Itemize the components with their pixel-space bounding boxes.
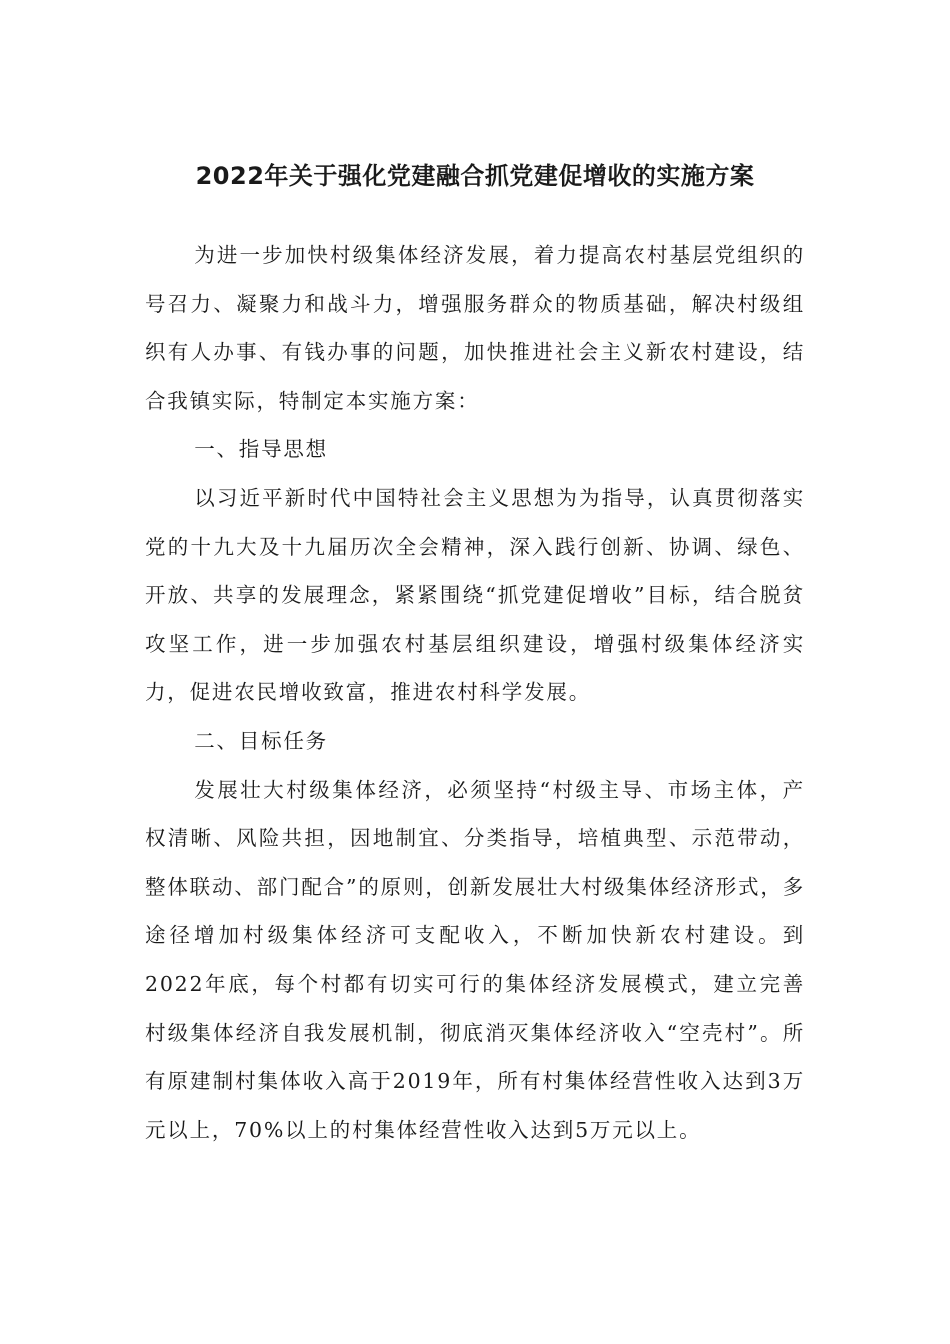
section-heading-guiding-ideology: 一、指导思想 <box>194 437 328 462</box>
document-title: 2022年关于强化党建融合抓党建促增收的实施方案 <box>195 162 755 190</box>
section-text-guiding-ideology: 以习近平新时代中国特社会主义思想为为指导，认真贯彻落实党的十九大及十九届历次全会精神，深入践行创新、协调、绿色、开放、共享的发展理念，紧紧围绕“抓党建促增收”目标，结合脱贫攻坚工作，进一步加强农村基层组织建设，增强村级集体经济实力，促进农民增收致富，推进农村科学发展。 <box>145 485 805 705</box>
section-heading-goals-tasks: 二、目标任务 <box>194 728 328 753</box>
section-text-goals-tasks: 发展壮大村级集体经济，必须坚持“村级主导、市场主体，产权清晰、风险共担，因地制宜、分类指导，培植典型、示范带动，整体联动、部门配合”的原则，创新发展壮大村级集体经济形式，多途径增加村级集体经济可支配收入，不断加快新农村建设。到2022年底，每个村都有切实可行的集体经济发展模式，建立完善村级集体经济自我发展机制，彻底消灭集体经济收入“空壳村”。所有原建制村集体收入高于2019年，所有村集体经营性收入达到3万元以上，70%以上的村集体经营性收入达到5万元以上。 <box>145 777 805 1142</box>
intro-paragraph: 为进一步加快村级集体经济发展，着力提高农村基层党组织的号召力、凝聚力和战斗力，增强服务群众的物质基础，解决村级组织有人办事、有钱办事的问题，加快推进社会主义新农村建设，结合我镇实际，特制定本实施方案： <box>145 243 805 413</box>
document-body <box>145 231 805 1154</box>
